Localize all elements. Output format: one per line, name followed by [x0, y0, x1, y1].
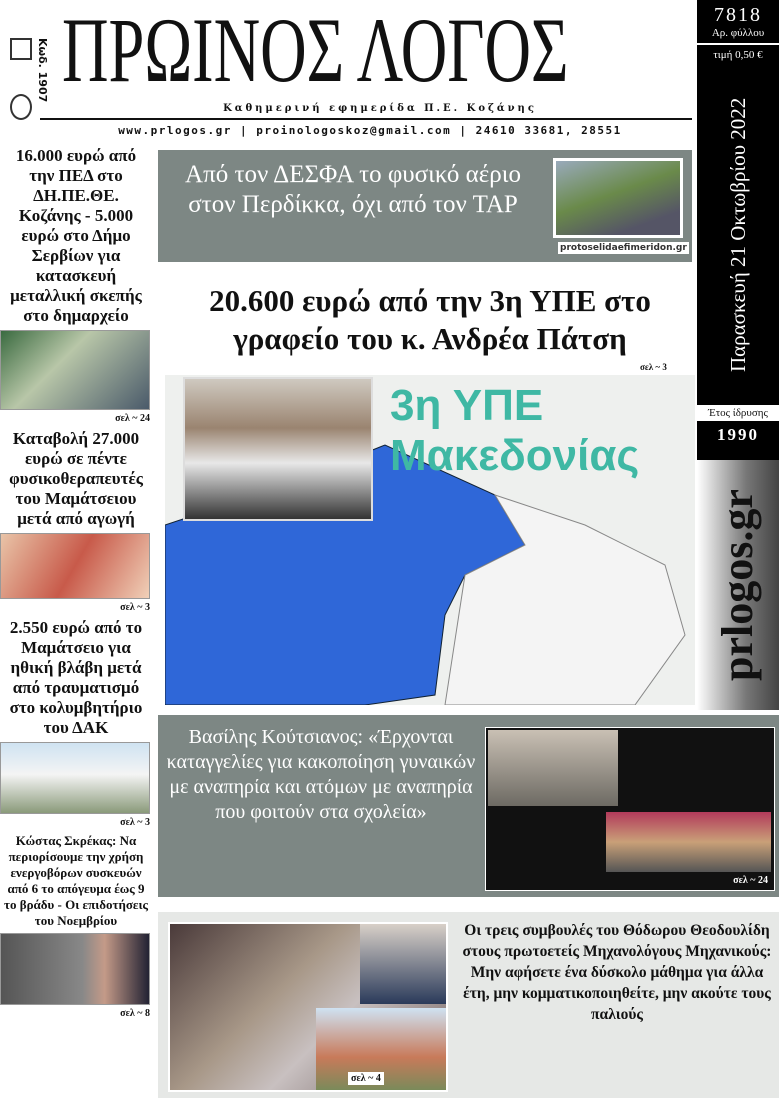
issue-date: Παρασκευή 21 Οκτωβρίου 2022 [726, 97, 750, 373]
issue-number-label: Αρ. φύλλου [711, 27, 765, 39]
banknotes-photo [0, 533, 150, 599]
masthead [62, 0, 692, 102]
council-video [606, 812, 771, 872]
page-ref: σελ ~ 24 [733, 875, 768, 886]
portrait-photo [183, 377, 373, 521]
divider [697, 43, 779, 45]
page-ref: σελ ~ 3 [120, 817, 150, 828]
postal-code: Κωδ. 1907 [36, 38, 49, 103]
left-headline-3[interactable]: 2.550 ευρώ από το Μαμάτσειο για ηθική βλάβη μετά από τραυματισμό στο κολυμβητήριο του ΔΑΚ [9, 618, 143, 737]
postal-code-emblem [6, 38, 56, 128]
top-story[interactable] [158, 150, 692, 262]
contact-info: www.prlogos.gr | proinologoskoz@gmail.com | 24610 33681, 28551 [118, 124, 622, 137]
page-ref: σελ ~ 3 [120, 602, 150, 613]
left-column [0, 146, 152, 1024]
pool-building-photo [0, 742, 150, 814]
map-graphic [165, 375, 695, 705]
founded-year: 1990 [717, 425, 759, 444]
divider [40, 118, 692, 120]
founded-label: Έτος ίδρυσης [697, 405, 779, 421]
meter-photo [0, 933, 150, 1005]
page-ref: σελ ~ 8 [120, 1008, 150, 1019]
page-ref: σελ ~ 24 [115, 413, 150, 424]
issue-number: 7818 [714, 4, 762, 26]
speaker-photo [360, 924, 446, 1004]
meeting-photo [0, 330, 150, 410]
watermark: protoselidaefimeridon.gr [560, 243, 687, 253]
tagline: Καθημερινή εφημερίδα Π.Ε. Κοζάνης [223, 103, 537, 114]
page-ref: σελ ~ 4 [348, 1072, 384, 1085]
brand-banner [697, 460, 779, 710]
story-headline: Βασίλης Κούτσιανος: «Έρχονται καταγγελίες για κακοποίηση γυναικών με αναπηρία και ατόμων με αναπηρία που φοιτούν στα σχολεία» [166, 726, 476, 823]
seal-icon [10, 94, 32, 120]
newspaper-title: ΠΡΩΙΝΟΣ ΛΟΓΟΣ [62, 0, 569, 101]
students-photo [168, 922, 448, 1092]
brand-text: prlogos.gr [713, 489, 762, 681]
story-theodoulidis[interactable] [158, 912, 779, 1098]
left-headline-1[interactable]: 16.000 ευρώ από την ΠΕΔ στο ΔΗ.ΠΕ.ΘΕ. Κοζάνης - 5.000 ευρώ στο Δήμο Σερβίων για κατασκευή μεταλλική σκεπής στο δημαρχείο [10, 146, 142, 325]
page-ref: σελ ~ 3 [640, 362, 667, 372]
video-call-photo [485, 727, 775, 891]
eye-logo-icon [10, 38, 32, 60]
story-koutsianos[interactable] [158, 715, 779, 897]
price: τιμή 0,50 € [713, 49, 763, 61]
speaker-video [488, 730, 618, 806]
story-headline: Οι τρεις συμβουλές του Θόδωρου Θεοδουλίδη στους πρωτοετείς Μηχανολόγους Μηχανικούς: Μην αφήσετε ένα δύσκολο μάθημα για άλλα έτη, μην κομματικοποιηθείτε, μην ακούτε τους παλιούς [462, 922, 772, 1023]
main-headline[interactable]: 20.600 ευρώ από την 3η ΥΠΕ στο γραφείο του κ. Ανδρέα Πάτση [209, 283, 651, 356]
left-headline-4[interactable]: Κώστας Σκρέκας: Να περιορίσουμε την χρήση ενεργοβόρων συσκευών από 6 το απόγευμα έως 9 το βράδυ - Οι επιδοτήσεις του Νοεμβρίου [4, 833, 148, 928]
pipeline-photo [553, 158, 683, 238]
map-label: 3η ΥΠΕ Μακεδονίας [390, 381, 640, 480]
issue-strip [697, 0, 779, 460]
left-headline-2[interactable]: Καταβολή 27.000 ευρώ σε πέντε φυσικοθεραπευτές του Μαμάτσειου μετά από αγωγή [9, 429, 143, 528]
top-story-headline: Από τον ΔΕΣΦΑ το φυσικό αέριο στον Περδίκκα, όχι από τον ΤΑΡ [185, 161, 521, 218]
